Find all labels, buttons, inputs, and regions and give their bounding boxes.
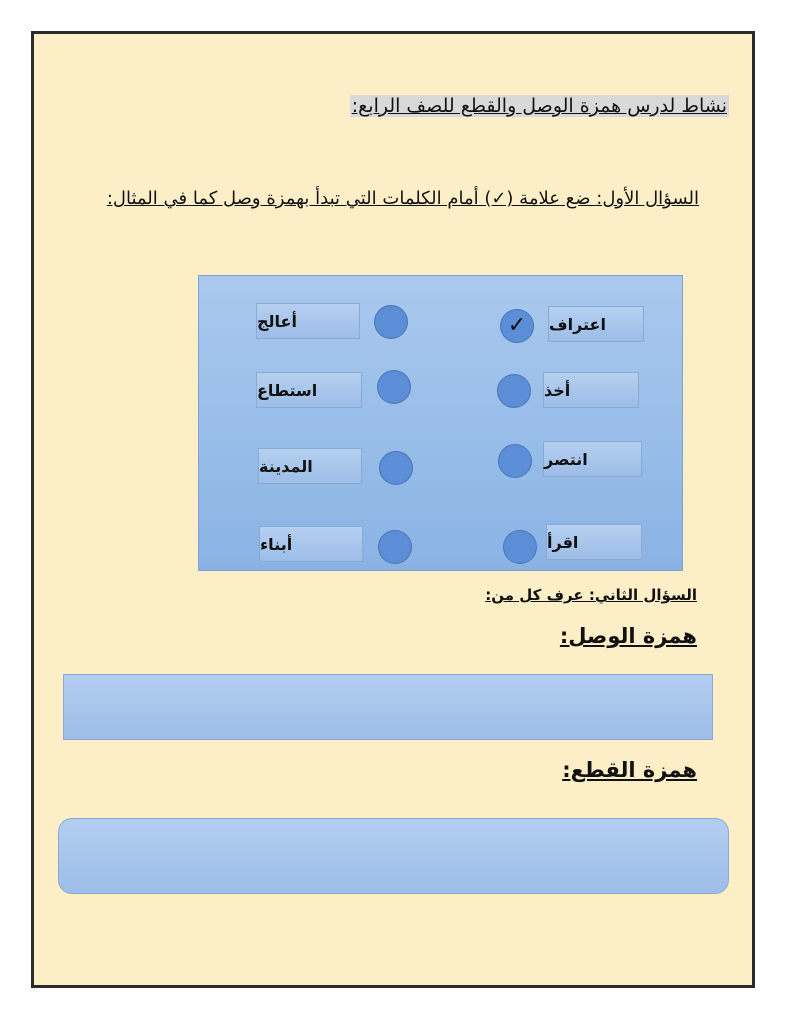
word-box-left-4: أبناء (259, 526, 363, 562)
question-2-text: السؤال الثاني: عرف كل من: (485, 586, 697, 604)
word-box-right-2: أخذ (543, 372, 639, 408)
hamzat-wasl-answer-box[interactable] (63, 674, 713, 740)
word-box-right-1: اعتراف (548, 306, 644, 342)
worksheet-title: نشاط لدرس همزة الوصل والقطع للصف الرابع: (351, 95, 727, 117)
answer-circle-left-3[interactable] (379, 451, 413, 485)
checkmark-icon: ✓ (507, 313, 527, 338)
answer-circle-left-1[interactable] (374, 305, 408, 339)
hamzat-qat-heading: همزة القطع: (562, 758, 697, 782)
question-1-text: السؤال الأول: ضع علامة (✓) أمام الكلمات التي تبدأ بهمزة وصل كما في المثال: (106, 188, 699, 209)
hamzat-wasl-heading: همزة الوصل: (559, 624, 697, 648)
word-box-right-4: اقرأ (546, 524, 642, 560)
answer-circle-right-1[interactable] (500, 309, 534, 343)
hamzat-qat-answer-box[interactable] (58, 818, 729, 894)
word-box-left-3: المدينة (258, 448, 362, 484)
answer-circle-right-2[interactable] (497, 374, 531, 408)
word-box-left-2: استطاع (256, 372, 362, 408)
answer-circle-left-2[interactable] (377, 370, 411, 404)
word-box-right-3: انتصر (543, 441, 642, 477)
word-box-left-1: أعالج (256, 303, 360, 339)
answer-circle-right-4[interactable] (503, 530, 537, 564)
answer-circle-right-3[interactable] (498, 444, 532, 478)
answer-circle-left-4[interactable] (378, 530, 412, 564)
